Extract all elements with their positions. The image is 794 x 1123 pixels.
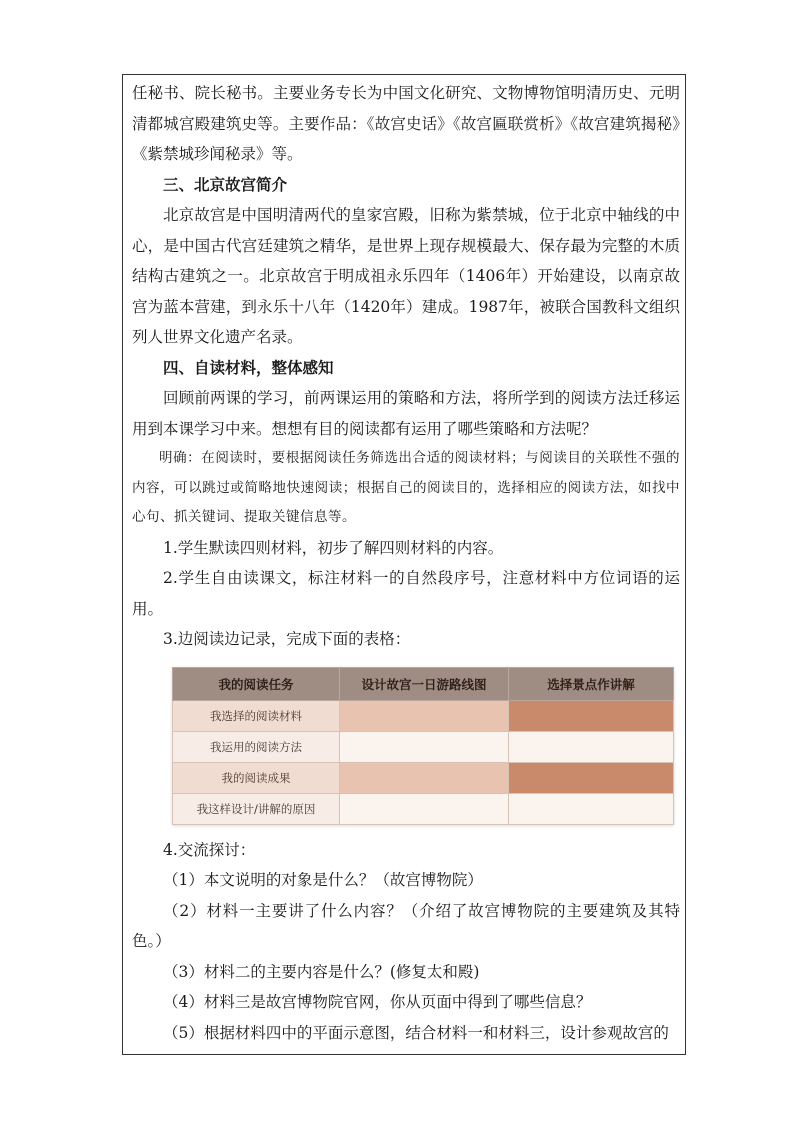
list-item-1: 1.学生默读四则材料，初步了解四则材料的内容。	[163, 538, 504, 557]
list-item-4: 4.交流探讨：	[163, 840, 256, 859]
reading-record-table	[172, 667, 674, 825]
table-header-route: 设计故宫一日游路线图	[340, 667, 509, 700]
row-label: 我这样设计/讲解的原因	[173, 793, 340, 824]
list-item-2: 2.学生自由读课文，标注材料一的自然段序号，注意材料中方位词语的运用。	[132, 569, 680, 618]
row-label: 我选择的阅读材料	[173, 700, 340, 731]
question-3: （3）材料二的主要内容是什么？(修复太和殿)	[163, 962, 480, 981]
row-label: 我运用的阅读方法	[173, 731, 340, 762]
question-4: （4）材料三是故宫博物院官网，你从页面中得到了哪些信息？	[163, 993, 592, 1011]
table-cell	[340, 731, 509, 762]
list-item-3: 3.边阅读边记录，完成下面的表格：	[163, 630, 411, 648]
table-cell	[340, 793, 509, 824]
table-cell	[509, 793, 674, 824]
section-4-paragraph: 回顾前两课的学习，前两课运用的策略和方法，将所学到的阅读方法迁移运用到本课学习中来。想想有目的阅读都有运用了哪些策略和方法呢？	[132, 389, 680, 438]
table-header-task: 我的阅读任务	[173, 667, 340, 700]
table-row	[173, 700, 674, 731]
question-2: （2）材料一主要讲了什么内容？（介绍了故宫博物院的主要建筑及其特色。）	[132, 901, 680, 950]
row-label: 我的阅读成果	[173, 762, 340, 793]
question-5: （5）根据材料四中的平面示意图，结合材料一和材料三，设计参观故宫的	[163, 1023, 669, 1042]
section-3-paragraph: 北京故宫是中国明清两代的皇家宫殿，旧称为紫禁城，位于北京中轴线的中心，是中国古代宫廷建筑之精华，是世界上现存规模最大、保存最为完整的木质结构古建筑之一。北京故宫于明成祖永乐四年（1406年）开始建设，以南京故宫为蓝本营建，到永乐十八年（1420年）建成。1987年，被联合国教科文组织列人世界文化遗产名录。	[132, 206, 680, 346]
table-cell	[509, 731, 674, 762]
clarification-note: 明确：在阅读时，要根据阅读任务筛选出合适的阅读材料；与阅读目的关联性不强的内容，可以跳过或简略地快速阅读；根据自己的阅读目的，选择相应的阅读方法，如找中心句、抓关键词、提取关键信息等。	[132, 450, 680, 525]
table-row	[173, 793, 674, 824]
table-cell	[509, 762, 674, 793]
table-header-explain: 选择景点作讲解	[509, 667, 674, 700]
document-body	[132, 78, 680, 1048]
table-row	[173, 762, 674, 793]
table-row	[173, 731, 674, 762]
question-1: （1）本文说明的对象是什么？（故宫博物院）	[163, 871, 483, 889]
table-cell	[340, 700, 509, 731]
section-heading-3: 三、北京故宫简介	[163, 174, 288, 194]
table-cell	[340, 762, 509, 793]
intro-paragraph: 任秘书、院长秘书。主要业务专长为中国文化研究、文物博物馆明清历史、元明清都城宫殿建筑史等。主要作品：《故宫史话》《故宫匾联赏析》《故宫建筑揭秘》《紫禁城珍闻秘录》等。	[132, 84, 680, 163]
section-heading-4: 四、自读材料，整体感知	[163, 357, 334, 377]
table-cell	[509, 700, 674, 731]
